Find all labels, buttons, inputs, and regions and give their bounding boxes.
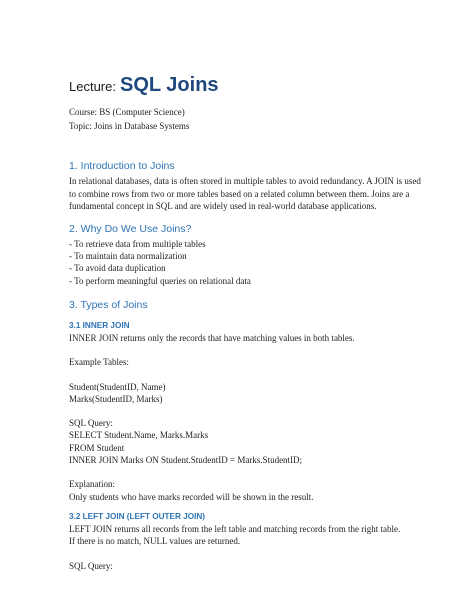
sql-query-line: INNER JOIN Marks ON Student.StudentID = Marks.StudentID;: [69, 455, 303, 466]
document-content: [69, 74, 429, 572]
list-item: - To avoid data duplication: [69, 263, 166, 274]
lecture-title: [69, 74, 429, 104]
left-join-description: LEFT JOIN returns all records from the left table and matching records from the right table.: [69, 523, 401, 534]
title-prefix: Lecture:: [69, 79, 116, 94]
inner-join-description: INNER JOIN returns only the records that have matching values in both tables.: [69, 332, 355, 343]
sql-query-label: SQL Query:: [69, 418, 113, 429]
title-main: SQL Joins: [119, 74, 219, 96]
table-definition: Marks(StudentID, Marks): [69, 393, 163, 404]
table-definition: Student(StudentID, Name): [69, 381, 166, 392]
section-heading-intro: 1. Introduction to Joins: [69, 160, 175, 172]
section-heading-types: 3. Types of Joins: [69, 298, 148, 311]
sql-query-line: FROM Student: [69, 442, 125, 453]
subsection-heading-inner-join: 3.1 INNER JOIN: [69, 320, 130, 330]
left-join-description: If there is no match, NULL values are returned.: [69, 536, 241, 547]
explanation-label: Explanation:: [69, 479, 115, 490]
list-item: - To perform meaningful queries on relational data: [69, 275, 251, 286]
list-item: - To retrieve data from multiple tables: [69, 238, 206, 249]
subsection-heading-left-join: 3.2 LEFT JOIN (LEFT OUTER JOIN): [69, 511, 206, 521]
example-tables-label: Example Tables:: [69, 357, 129, 368]
intro-paragraph: In relational databases, data is often stored in multiple tables to avoid redundancy. A JOIN is used to combine rows from two or more tables based on a related column between them. Joins are a fundamental concept in SQL and are widely used in real-world database applications.: [69, 176, 421, 212]
course-line: Course: BS (Computer Science): [69, 107, 185, 117]
sql-query-label: SQL Query:: [69, 560, 113, 571]
sql-query-line: SELECT Student.Name, Marks.Marks: [69, 430, 209, 441]
list-item: - To maintain data normalization: [69, 251, 187, 262]
explanation-text: Only students who have marks recorded will be shown in the result.: [69, 491, 314, 502]
course-info: [69, 106, 429, 133]
section-heading-why: 2. Why Do We Use Joins?: [69, 222, 192, 235]
topic-line: Topic: Joins in Database Systems: [69, 120, 190, 131]
why-list: [69, 238, 429, 287]
